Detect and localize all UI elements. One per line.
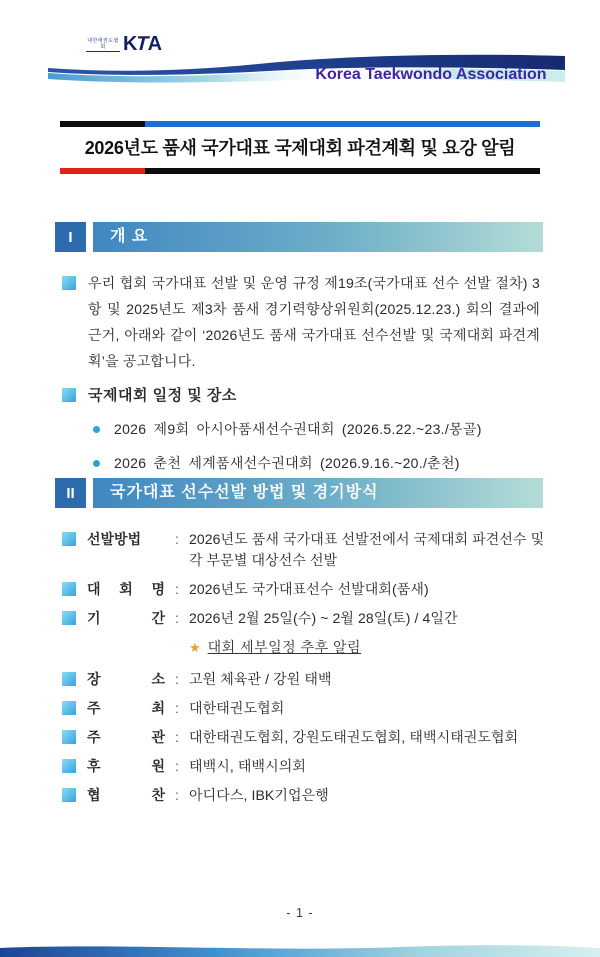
square-bullet-icon xyxy=(62,730,76,744)
kta-logo-k: K xyxy=(123,33,137,55)
item-value: 대한태권도협회, 강원도태권도협회, 태백시태권도협회 xyxy=(189,729,519,745)
page-title: 2026년도 품새 국가대표 국제대회 파견계획 및 요강 알림 xyxy=(84,138,516,158)
list-item xyxy=(60,579,546,600)
item-label: 선발방법 xyxy=(87,531,142,547)
list-item xyxy=(60,756,546,777)
association-name: Korea Taekwondo Association xyxy=(315,66,547,83)
item-colon: : xyxy=(175,700,179,716)
item-label: 기 간 xyxy=(87,610,165,626)
section-1-numeral: I xyxy=(55,222,86,252)
item-colon: : xyxy=(175,610,179,626)
title-rule-bottom xyxy=(60,168,540,174)
kta-logo-t: T xyxy=(133,33,151,55)
star-icon: ★ xyxy=(189,640,201,655)
item-colon: : xyxy=(175,531,179,547)
list-item xyxy=(60,529,546,571)
square-bullet-icon xyxy=(62,759,76,773)
item-value: 2026년도 국가대표선수 선발대회(품새) xyxy=(189,581,429,597)
square-bullet-icon xyxy=(62,388,76,402)
page-number: - 1 - xyxy=(286,906,314,920)
kta-logo-a: A xyxy=(147,33,162,55)
circle-bullet-icon xyxy=(93,426,100,433)
square-bullet-icon xyxy=(62,672,76,686)
section-2-header xyxy=(55,478,543,508)
item-label: 장 소 xyxy=(87,671,165,687)
selection-detail-list xyxy=(60,529,546,814)
square-bullet-icon xyxy=(62,532,76,546)
event-item xyxy=(93,419,542,439)
item-label: 주 관 xyxy=(87,729,165,745)
event-text: 2026 춘천 세계품새선수권대회 (2026.9.16.~20./춘천) xyxy=(114,455,460,471)
item-label: 후 원 xyxy=(87,758,165,774)
item-value: 고원 체육관 / 강원 태백 xyxy=(189,671,332,687)
section-1-header xyxy=(55,222,543,252)
overview-paragraph-row xyxy=(60,270,542,374)
square-bullet-icon xyxy=(62,701,76,715)
square-bullet-icon xyxy=(62,611,76,625)
square-bullet-icon xyxy=(62,276,76,290)
schedule-note xyxy=(189,637,546,658)
item-label: 대 회 명 xyxy=(87,581,165,597)
event-item xyxy=(93,453,542,473)
title-rule-top-black xyxy=(60,121,145,127)
item-colon: : xyxy=(175,581,179,597)
item-colon: : xyxy=(175,671,179,687)
item-value: 대한태권도협회 xyxy=(189,700,285,716)
footer-wave-bar xyxy=(0,942,600,957)
overview-paragraph: 우리 협회 국가대표 선발 및 운영 규정 제19조(국가대표 선수 선발 절차) 3항 및 2025년도 제3차 품새 경기력향상위원회(2025.12.23.) 회의 결과에 근거, 아래와 같이 ‘2026년도 품새 국가대표 선수선발 및 국제대회 파견계획’을 공고합니다. xyxy=(88,275,540,369)
list-item xyxy=(60,608,546,629)
section-1-title: 개 요 xyxy=(93,222,543,252)
section-2-numeral: II xyxy=(55,478,86,508)
list-item xyxy=(60,727,546,748)
overview-section xyxy=(60,270,542,473)
title-block xyxy=(60,121,540,174)
title-rule-bottom-red xyxy=(60,168,145,174)
item-colon: : xyxy=(175,729,179,745)
list-item xyxy=(60,669,546,690)
title-rule-bottom-black xyxy=(145,168,540,174)
circle-bullet-icon xyxy=(93,460,100,467)
item-colon: : xyxy=(175,787,179,803)
item-label: 협 찬 xyxy=(87,787,165,803)
list-item xyxy=(60,785,546,806)
item-value: 태백시, 태백시의회 xyxy=(189,758,306,774)
section-2-title: 국가대표 선수선발 방법 및 경기방식 xyxy=(93,478,543,508)
kta-logo-small-text: 대한태권도협회 xyxy=(87,37,119,50)
item-value: 2026년도 품새 국가대표 선발전에서 국제대회 파견선수 및 각 부문별 대상선수 선발 xyxy=(189,531,545,568)
list-item xyxy=(60,698,546,719)
schedule-note-text: 대회 세부일정 추후 알림 xyxy=(207,639,362,655)
item-value: 아디다스, IBK기업은행 xyxy=(189,787,329,803)
item-value: 2026년 2월 25일(수) ~ 2월 28일(토) / 4일간 xyxy=(189,610,458,626)
title-rule-top xyxy=(60,121,540,127)
event-text: 2026 제9회 아시아품새선수권대회 (2026.5.22.~23./몽골) xyxy=(114,421,482,437)
square-bullet-icon xyxy=(62,788,76,802)
schedule-heading: 국제대회 일정 및 장소 xyxy=(88,387,237,404)
footer-wave-path xyxy=(0,945,600,957)
title-rule-top-blue xyxy=(145,121,540,127)
item-colon: : xyxy=(175,758,179,774)
square-bullet-icon xyxy=(62,582,76,596)
schedule-heading-row xyxy=(60,384,542,405)
item-label: 주 최 xyxy=(87,700,165,716)
